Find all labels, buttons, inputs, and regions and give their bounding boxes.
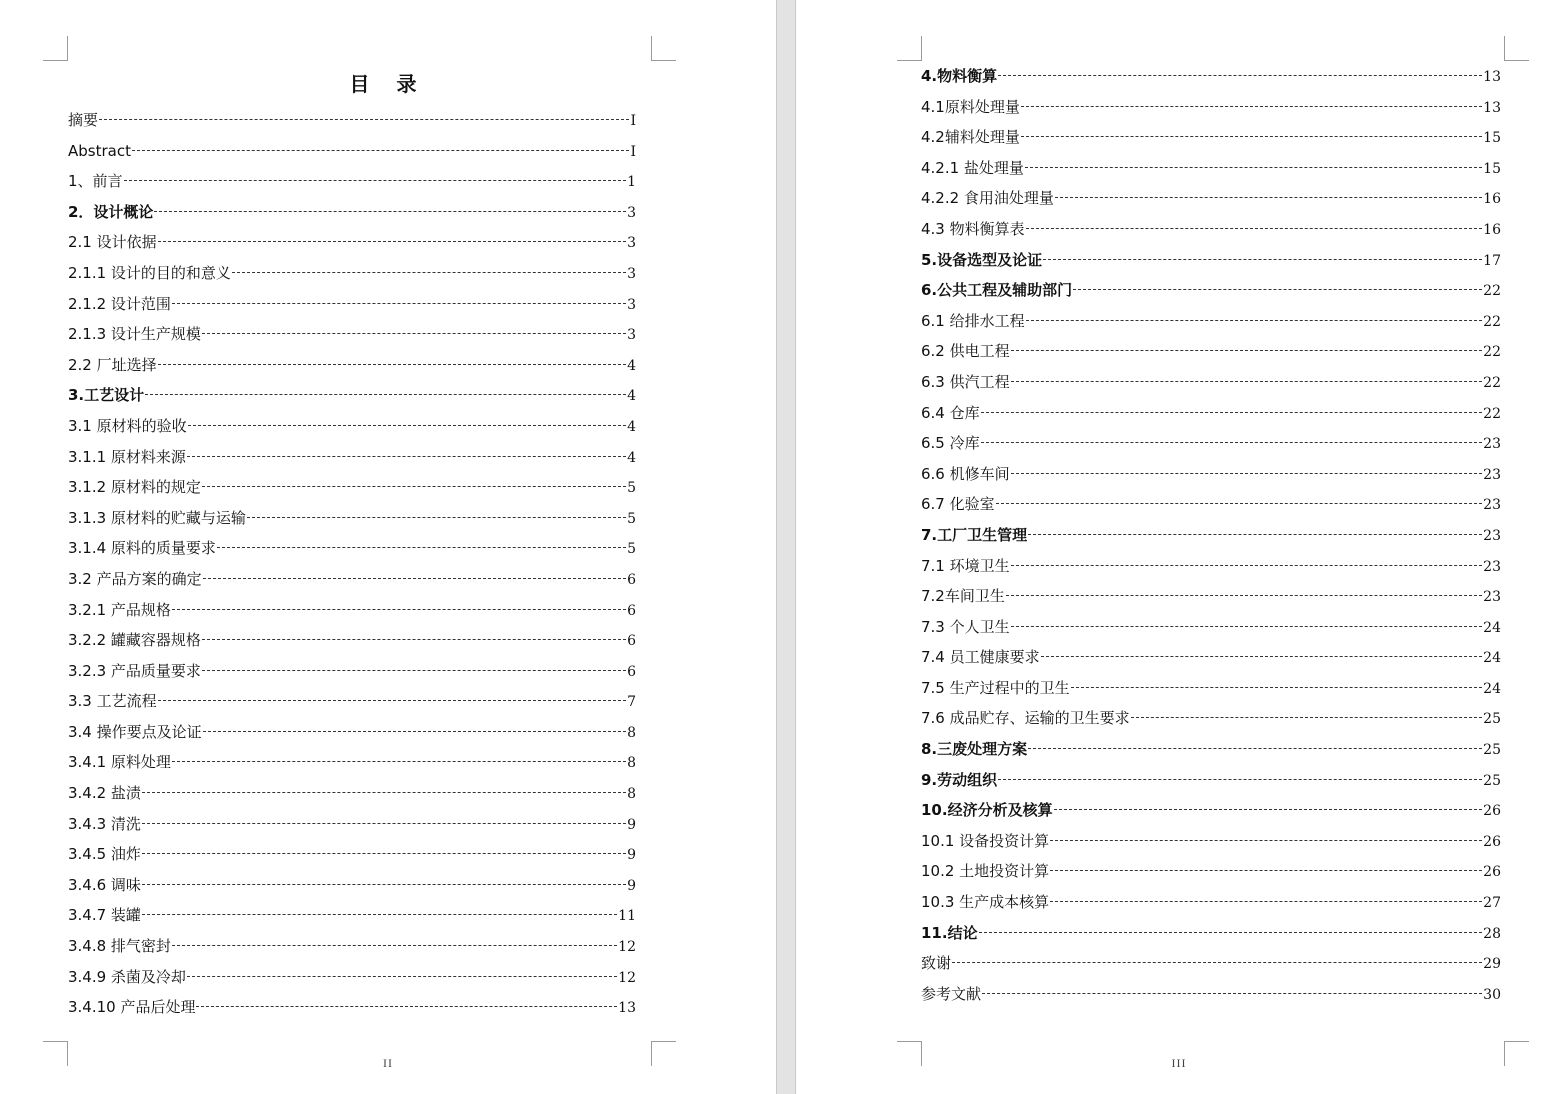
toc-entry[interactable]	[68, 962, 636, 993]
toc-dot-leader	[1050, 840, 1482, 841]
toc-dot-leader	[99, 119, 629, 120]
toc-dot-leader	[982, 993, 1482, 994]
toc-dot-leader	[998, 779, 1482, 780]
toc-entry[interactable]	[921, 979, 1501, 1010]
toc-entry-page: 13	[618, 1000, 636, 1017]
toc-entry-label: 2.1.2 设计范围	[68, 294, 171, 313]
toc-entry[interactable]	[68, 809, 636, 840]
toc-entry[interactable]	[921, 520, 1501, 551]
toc-entry-page: 16	[1483, 221, 1501, 238]
toc-entry-page: 9	[627, 877, 636, 894]
toc-entry[interactable]	[921, 122, 1501, 153]
toc-entry[interactable]	[68, 258, 636, 289]
toc-entry-page: 22	[1483, 313, 1501, 330]
toc-entry-page: 8	[627, 724, 636, 741]
toc-dot-leader	[187, 976, 617, 977]
toc-entry-page: 11	[618, 908, 636, 925]
toc-list-left	[68, 105, 636, 1023]
toc-dot-leader	[142, 853, 626, 854]
toc-dot-leader	[1131, 717, 1483, 718]
toc-dot-leader	[1026, 228, 1483, 229]
toc-entry[interactable]	[68, 472, 636, 503]
toc-entry-label: 7.3 个人卫生	[921, 617, 1010, 636]
toc-entry-page: 1	[627, 174, 636, 191]
toc-entry[interactable]	[921, 795, 1501, 826]
toc-entry-page: 3	[627, 296, 636, 313]
toc-entry-label: 6.5 冷库	[921, 434, 980, 453]
toc-dot-leader	[232, 272, 626, 273]
toc-entry-label: 3.1 原材料的验收	[68, 416, 187, 435]
toc-entry-label: 4.3 物料衡算表	[921, 219, 1025, 238]
toc-entry[interactable]	[921, 153, 1501, 184]
toc-entry-page: 4	[627, 357, 636, 374]
toc-entry-label: 2.1.3 设计生产规模	[68, 325, 201, 344]
toc-entry-page: 12	[618, 939, 636, 956]
toc-entry-page: 4	[627, 388, 636, 405]
toc-dot-leader	[142, 823, 626, 824]
toc-entry-page: 27	[1483, 895, 1501, 912]
toc-entry-label: 9.劳动组织	[921, 770, 998, 789]
toc-entry[interactable]	[68, 625, 636, 656]
toc-entry-page: 22	[1483, 405, 1501, 422]
toc-dot-leader	[998, 75, 1482, 76]
toc-entry[interactable]	[68, 533, 636, 564]
toc-entry[interactable]	[68, 900, 636, 931]
toc-entry[interactable]	[68, 227, 636, 258]
toc-dot-leader	[1054, 809, 1483, 810]
toc-entry-page: 16	[1483, 191, 1501, 208]
toc-entry-page: 3	[627, 265, 636, 282]
toc-entry[interactable]	[921, 92, 1501, 123]
toc-dot-leader	[981, 442, 1483, 443]
toc-entry-label: 10.3 生产成本核算	[921, 893, 1050, 912]
toc-entry[interactable]	[68, 350, 636, 381]
toc-dot-leader	[1028, 534, 1482, 535]
toc-entry[interactable]	[921, 612, 1501, 643]
toc-entry-label: 10.经济分析及核算	[921, 801, 1053, 820]
toc-entry-label: 10.2 土地投资计算	[921, 862, 1050, 881]
toc-entry-page: 22	[1483, 344, 1501, 361]
toc-entry-page: 23	[1483, 527, 1501, 544]
toc-entry[interactable]	[921, 459, 1501, 490]
toc-entry[interactable]	[921, 336, 1501, 367]
toc-entry-label: 3.4.9 杀菌及冷却	[68, 967, 186, 986]
toc-entry[interactable]	[921, 551, 1501, 582]
toc-dot-leader	[1006, 595, 1482, 596]
toc-dot-leader	[1071, 687, 1483, 688]
toc-entry[interactable]	[921, 642, 1501, 673]
toc-entry-label: 3.4.3 清洗	[68, 814, 141, 833]
toc-dot-leader	[1011, 565, 1483, 566]
toc-entry-label: 3.1.1 原材料来源	[68, 447, 186, 466]
toc-dot-leader	[1043, 259, 1482, 260]
toc-dot-leader	[202, 639, 626, 640]
toc-entry-label: 3.3 工艺流程	[68, 692, 157, 711]
toc-entry-label: 3.4.7 装罐	[68, 906, 141, 925]
toc-entry-label: 6.1 给排水工程	[921, 311, 1025, 330]
toc-entry[interactable]	[921, 398, 1501, 429]
toc-entry-label: 3.4 操作要点及论证	[68, 722, 202, 741]
toc-dot-leader	[217, 547, 626, 548]
toc-dot-leader	[981, 412, 1483, 413]
toc-entry-page: 25	[1483, 742, 1501, 759]
toc-list-right	[921, 61, 1501, 1009]
toc-entry-page: 28	[1483, 925, 1501, 942]
toc-entry-page: 17	[1483, 252, 1501, 269]
toc-dot-leader	[1011, 350, 1483, 351]
document-page-right	[796, 0, 1562, 1094]
toc-entry-label: 7.2车间卫生	[921, 587, 1005, 606]
toc-entry-page: 29	[1483, 956, 1501, 973]
toc-entry-label: 参考文献	[921, 984, 982, 1003]
toc-entry[interactable]	[921, 61, 1501, 92]
toc-entry-label: 3.2 产品方案的确定	[68, 569, 202, 588]
toc-entry-page: 24	[1483, 619, 1501, 636]
toc-entry-page: 23	[1483, 466, 1501, 483]
toc-entry[interactable]	[68, 166, 636, 197]
toc-entry-label: 3.4.5 油炸	[68, 845, 141, 864]
toc-entry-label: 6.6 机修车间	[921, 464, 1010, 483]
toc-entry[interactable]	[68, 747, 636, 778]
toc-entry-label: 7.1 环境卫生	[921, 556, 1010, 575]
toc-entry-label: 11.结论	[921, 923, 978, 942]
toc-dot-leader	[202, 333, 626, 334]
toc-entry[interactable]	[921, 428, 1501, 459]
toc-entry-page: 4	[627, 449, 636, 466]
toc-entry-page: 6	[627, 663, 636, 680]
toc-entry[interactable]	[921, 703, 1501, 734]
toc-entry-label: 3.1.3 原材料的贮藏与运输	[68, 508, 246, 527]
toc-dot-leader	[158, 700, 626, 701]
toc-dot-leader	[188, 425, 626, 426]
toc-entry-page: I	[630, 143, 636, 160]
toc-entry-page: 25	[1483, 711, 1501, 728]
toc-dot-leader	[247, 517, 626, 518]
toc-dot-leader	[996, 503, 1483, 504]
toc-entry[interactable]	[68, 442, 636, 473]
toc-entry-page: 6	[627, 633, 636, 650]
toc-entry-label: 4.2.1 盐处理量	[921, 158, 1024, 177]
toc-entry-label: 2．设计概论	[68, 202, 154, 221]
toc-entry[interactable]	[921, 183, 1501, 214]
toc-entry[interactable]	[68, 595, 636, 626]
toc-entry-page: 24	[1483, 650, 1501, 667]
toc-entry-label: 2.1.1 设计的目的和意义	[68, 263, 231, 282]
toc-entry-label: 10.1 设备投资计算	[921, 831, 1050, 850]
toc-entry-page: 30	[1483, 986, 1501, 1003]
toc-entry-page: 12	[618, 969, 636, 986]
toc-entry-label: 3.4.10 产品后处理	[68, 998, 196, 1017]
toc-entry-label: 4.1原料处理量	[921, 97, 1020, 116]
toc-entry[interactable]	[68, 105, 636, 136]
document-page-left	[0, 0, 776, 1094]
toc-entry[interactable]	[921, 581, 1501, 612]
toc-dot-leader	[203, 731, 626, 732]
toc-entry[interactable]	[921, 734, 1501, 765]
toc-entry[interactable]	[68, 503, 636, 534]
toc-entry-label: 4.物料衡算	[921, 67, 998, 85]
toc-entry-page: 9	[627, 847, 636, 864]
toc-entry[interactable]	[68, 411, 636, 442]
toc-entry[interactable]	[68, 717, 636, 748]
toc-entry-page: 22	[1483, 374, 1501, 391]
toc-dot-leader	[203, 578, 626, 579]
toc-entry-label: 6.公共工程及辅助部门	[921, 281, 1073, 300]
toc-entry[interactable]	[68, 656, 636, 687]
toc-dot-leader	[1026, 320, 1483, 321]
toc-entry-page: 23	[1483, 497, 1501, 514]
toc-dot-leader	[1025, 167, 1482, 168]
toc-dot-leader	[202, 670, 626, 671]
toc-dot-leader	[145, 394, 626, 395]
toc-entry-label: 3.4.8 排气密封	[68, 937, 171, 956]
toc-entry[interactable]	[68, 197, 636, 228]
toc-dot-leader	[1011, 473, 1483, 474]
toc-entry[interactable]	[921, 367, 1501, 398]
toc-entry-page: I	[630, 113, 636, 129]
toc-entry-label: 1、前言	[68, 172, 123, 191]
toc-entry-page: 26	[1483, 803, 1501, 820]
toc-entry[interactable]	[921, 887, 1501, 918]
margin-corner-top-left	[897, 36, 922, 61]
toc-entry[interactable]	[921, 245, 1501, 276]
toc-dot-leader	[158, 241, 626, 242]
toc-entry-label: 致谢	[921, 954, 952, 973]
toc-entry[interactable]	[68, 839, 636, 870]
toc-entry[interactable]	[921, 948, 1501, 979]
toc-entry-page: 4	[627, 418, 636, 435]
page-number-left: II	[383, 1056, 393, 1070]
toc-entry[interactable]	[921, 856, 1501, 887]
toc-entry-page: 22	[1483, 283, 1501, 300]
toc-entry-label: 4.2.2 食用油处理量	[921, 189, 1054, 208]
toc-entry[interactable]	[921, 306, 1501, 337]
toc-entry-label: 7.4 员工健康要求	[921, 648, 1040, 667]
toc-entry-page: 13	[1483, 69, 1501, 85]
toc-entry-page: 6	[627, 602, 636, 619]
toc-dot-leader	[1050, 901, 1482, 902]
toc-dot-leader	[1021, 136, 1482, 137]
toc-entry-page: 3	[627, 204, 636, 221]
toc-entry-page: 24	[1483, 680, 1501, 697]
toc-dot-leader	[132, 150, 630, 151]
toc-dot-leader	[1021, 106, 1482, 107]
toc-dot-leader	[142, 914, 617, 915]
toc-entry[interactable]	[921, 826, 1501, 857]
toc-entry-label: 4.2辅料处理量	[921, 128, 1020, 147]
margin-corner-top-right	[651, 36, 676, 61]
toc-dot-leader	[1055, 197, 1482, 198]
toc-dot-leader	[172, 945, 617, 946]
toc-dot-leader	[1041, 656, 1483, 657]
toc-entry-page: 9	[627, 816, 636, 833]
toc-entry-page: 15	[1483, 160, 1501, 177]
toc-entry-page: 5	[627, 510, 636, 527]
toc-entry-page: 3	[627, 235, 636, 252]
toc-entry-label: 8.三废处理方案	[921, 740, 1028, 759]
toc-entry[interactable]	[68, 136, 636, 167]
toc-dot-leader	[142, 884, 626, 885]
toc-dot-leader	[142, 792, 626, 793]
toc-entry-page: 23	[1483, 558, 1501, 575]
toc-entry-label: 3.2.3 产品质量要求	[68, 661, 201, 680]
toc-entry-label: 3.4.1 原料处理	[68, 753, 171, 772]
toc-entry[interactable]	[921, 918, 1501, 949]
toc-entry[interactable]	[921, 214, 1501, 245]
toc-entry-label: 6.2 供电工程	[921, 342, 1010, 361]
toc-entry-page: 23	[1483, 436, 1501, 453]
toc-entry-label: 2.1 设计依据	[68, 233, 157, 252]
toc-entry[interactable]	[68, 931, 636, 962]
toc-entry-label: 2.2 厂址选择	[68, 355, 157, 374]
toc-entry[interactable]	[68, 778, 636, 809]
toc-entry-label: 5.设备选型及论证	[921, 250, 1043, 269]
toc-dot-leader	[202, 486, 626, 487]
toc-entry[interactable]	[68, 992, 636, 1023]
toc-entry-label: 3.2.2 罐藏容器规格	[68, 631, 201, 650]
toc-entry-page: 26	[1483, 833, 1501, 850]
toc-entry[interactable]	[68, 564, 636, 595]
toc-entry-label: 3.1.4 原料的质量要求	[68, 539, 216, 558]
toc-entry-label: 6.7 化验室	[921, 495, 995, 514]
toc-entry-label: 6.4 仓库	[921, 403, 980, 422]
toc-dot-leader	[187, 456, 626, 457]
toc-entry-page: 23	[1483, 589, 1501, 606]
toc-entry[interactable]	[68, 289, 636, 320]
toc-entry[interactable]	[921, 489, 1501, 520]
toc-entry-label: 7.5 生产过程中的卫生	[921, 678, 1070, 697]
toc-dot-leader	[172, 303, 626, 304]
toc-dot-leader	[124, 180, 627, 181]
toc-entry-page: 3	[627, 327, 636, 344]
toc-entry-label: Abstract	[68, 141, 131, 160]
toc-entry[interactable]	[921, 765, 1501, 796]
toc-dot-leader	[158, 364, 626, 365]
margin-corner-top-left	[43, 36, 68, 61]
toc-dot-leader	[172, 609, 626, 610]
toc-dot-leader	[1073, 289, 1482, 290]
margin-corner-top-right	[1504, 36, 1529, 61]
toc-entry[interactable]	[68, 686, 636, 717]
toc-dot-leader	[1050, 870, 1482, 871]
toc-entry-page: 13	[1483, 99, 1501, 116]
toc-dot-leader	[154, 211, 626, 212]
toc-entry[interactable]	[921, 673, 1501, 704]
toc-entry[interactable]	[68, 380, 636, 411]
toc-entry[interactable]	[921, 275, 1501, 306]
toc-entry-label: 3.4.2 盐渍	[68, 784, 141, 803]
toc-entry[interactable]	[68, 870, 636, 901]
toc-entry-label: 7.工厂卫生管理	[921, 525, 1028, 544]
toc-entry-page: 7	[627, 694, 636, 711]
page-gutter	[776, 0, 796, 1094]
toc-dot-leader	[952, 962, 1482, 963]
toc-entry-label: 3.1.2 原材料的规定	[68, 478, 201, 497]
toc-dot-leader	[172, 761, 626, 762]
toc-entry-page: 26	[1483, 864, 1501, 881]
toc-entry-page: 15	[1483, 130, 1501, 147]
toc-entry-label: 3.工艺设计	[68, 386, 145, 405]
toc-entry-page: 25	[1483, 772, 1501, 789]
toc-entry[interactable]	[68, 319, 636, 350]
toc-dot-leader	[979, 932, 1483, 933]
toc-entry-label: 7.6 成品贮存、运输的卫生要求	[921, 709, 1130, 728]
toc-entry-page: 6	[627, 571, 636, 588]
toc-dot-leader	[196, 1006, 617, 1007]
toc-entry-label: 6.3 供汽工程	[921, 372, 1010, 391]
toc-entry-label: 3.2.1 产品规格	[68, 600, 171, 619]
toc-entry-label: 摘要	[68, 111, 99, 129]
toc-entry-page: 5	[627, 541, 636, 558]
toc-dot-leader	[1011, 626, 1483, 627]
toc-dot-leader	[1028, 748, 1482, 749]
page-number-right: III	[1171, 1056, 1187, 1070]
toc-entry-page: 5	[627, 480, 636, 497]
toc-entry-page: 8	[627, 755, 636, 772]
toc-title: 目 录	[349, 72, 427, 96]
toc-dot-leader	[1011, 381, 1483, 382]
toc-entry-label: 3.4.6 调味	[68, 875, 141, 894]
toc-entry-page: 8	[627, 786, 636, 803]
